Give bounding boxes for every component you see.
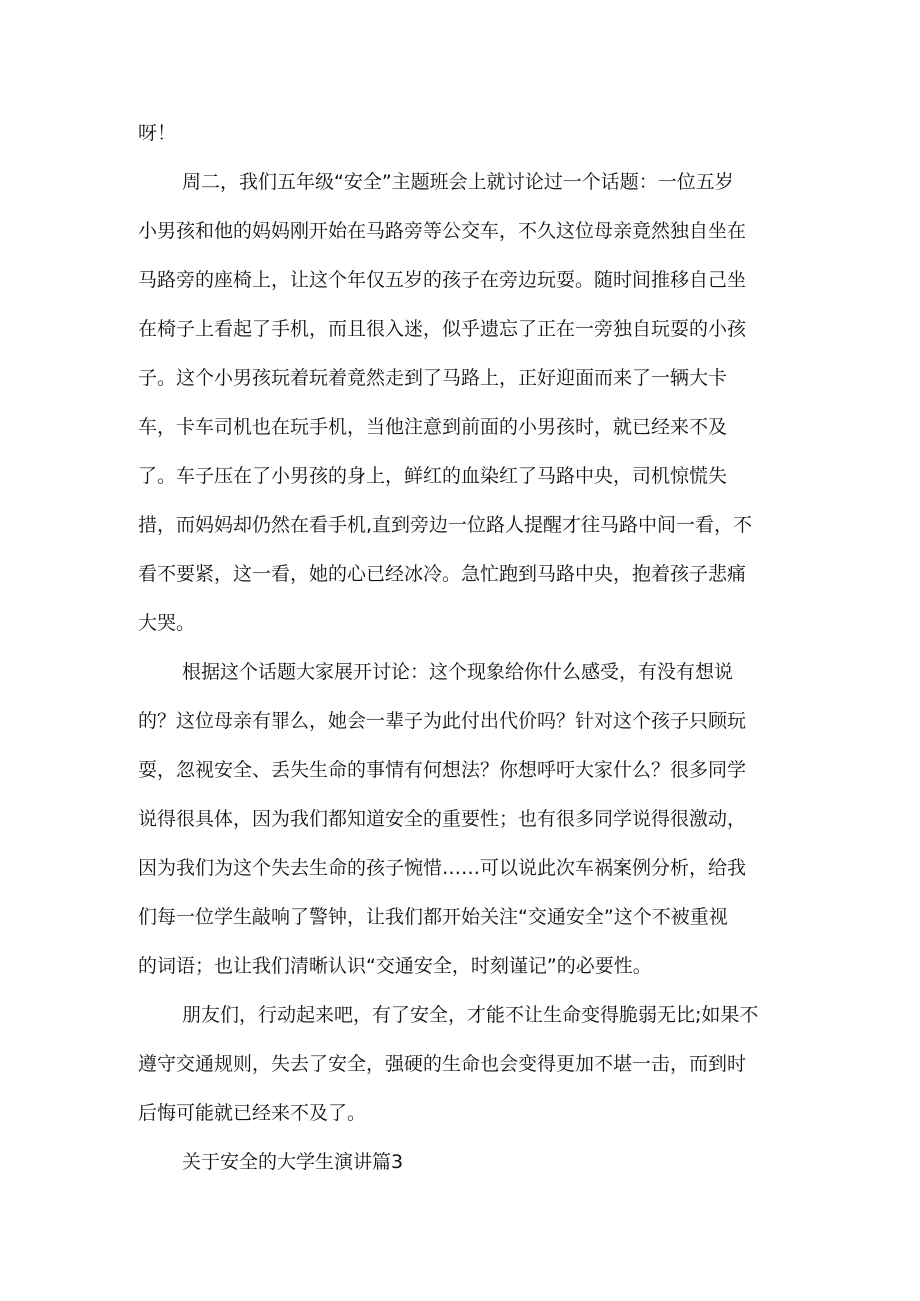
text-line-7: 车，卡车司机也在玩手机，当他注意到前面的小男孩时，就已经来不及 [138, 416, 728, 438]
text-line-19: 朋友们，行动起来吧，有了安全，才能不让生命变得脆弱无比;如果不 [182, 1004, 759, 1026]
text-line-2: 周二，我们五年级“安全”主题班会上就讨论过一个话题：一位五岁 [182, 171, 734, 193]
text-line-15: 说得很具体，因为我们都知道安全的重要性；也有很多同学说得很激动， [138, 808, 747, 830]
text-line-12: 根据这个话题大家展开讨论：这个现象给你什么感受，有没有想说 [182, 661, 734, 683]
text-line-21: 后悔可能就已经来不及了。 [138, 1102, 367, 1124]
text-line-13: 的？这位母亲有罪么，她会一辈子为此付出代价吗？针对这个孩子只顾玩 [138, 710, 747, 732]
text-line-9: 措，而妈妈却仍然在看手机,直到旁边一位路人提醒才往马路中间一看，不 [138, 514, 753, 536]
text-line-4: 马路旁的座椅上，让这个年仅五岁的孩子在旁边玩耍。随时间推移自己坐 [138, 269, 747, 291]
text-line-18: 的词语；也让我们清晰认识“交通安全，时刻谨记”的必要性。 [138, 955, 652, 977]
text-line-16: 因为我们为这个失去生命的孩子惋惜……可以说此次车祸案例分析，给我 [138, 857, 747, 879]
text-line-14: 耍，忽视安全、丢失生命的事情有何想法？你想呼吁大家什么？很多同学 [138, 759, 747, 781]
text-line-10: 看不要紧，这一看，她的心已经冰冷。急忙跑到马路中央，抱着孩子悲痛 [138, 563, 747, 585]
text-line-20: 遵守交通规则，失去了安全，强硬的生命也会变得更加不堪一击，而到时 [138, 1053, 747, 1075]
text-line-5: 在椅子上看起了手机，而且很入迷，似乎遗忘了正在一旁独自玩耍的小孩 [138, 318, 747, 340]
text-line-11: 大哭。 [138, 612, 196, 634]
text-line-8: 了。车子压在了小男孩的身上，鲜红的血染红了马路中央，司机惊慌失 [138, 465, 728, 487]
text-line-6: 子。这个小男孩玩着玩着竟然走到了马路上，正好迎面而来了一辆大卡 [138, 367, 728, 389]
section-heading: 关于安全的大学生演讲篇3 [182, 1151, 404, 1173]
text-line-17: 们每一位学生敲响了警钟，让我们都开始关注“交通安全”这个不被重视 [138, 906, 728, 928]
text-line-3: 小男孩和他的妈妈刚开始在马路旁等公交车，不久这位母亲竟然独自坐在 [138, 220, 747, 242]
text-line-1: 呀！ [138, 122, 177, 144]
